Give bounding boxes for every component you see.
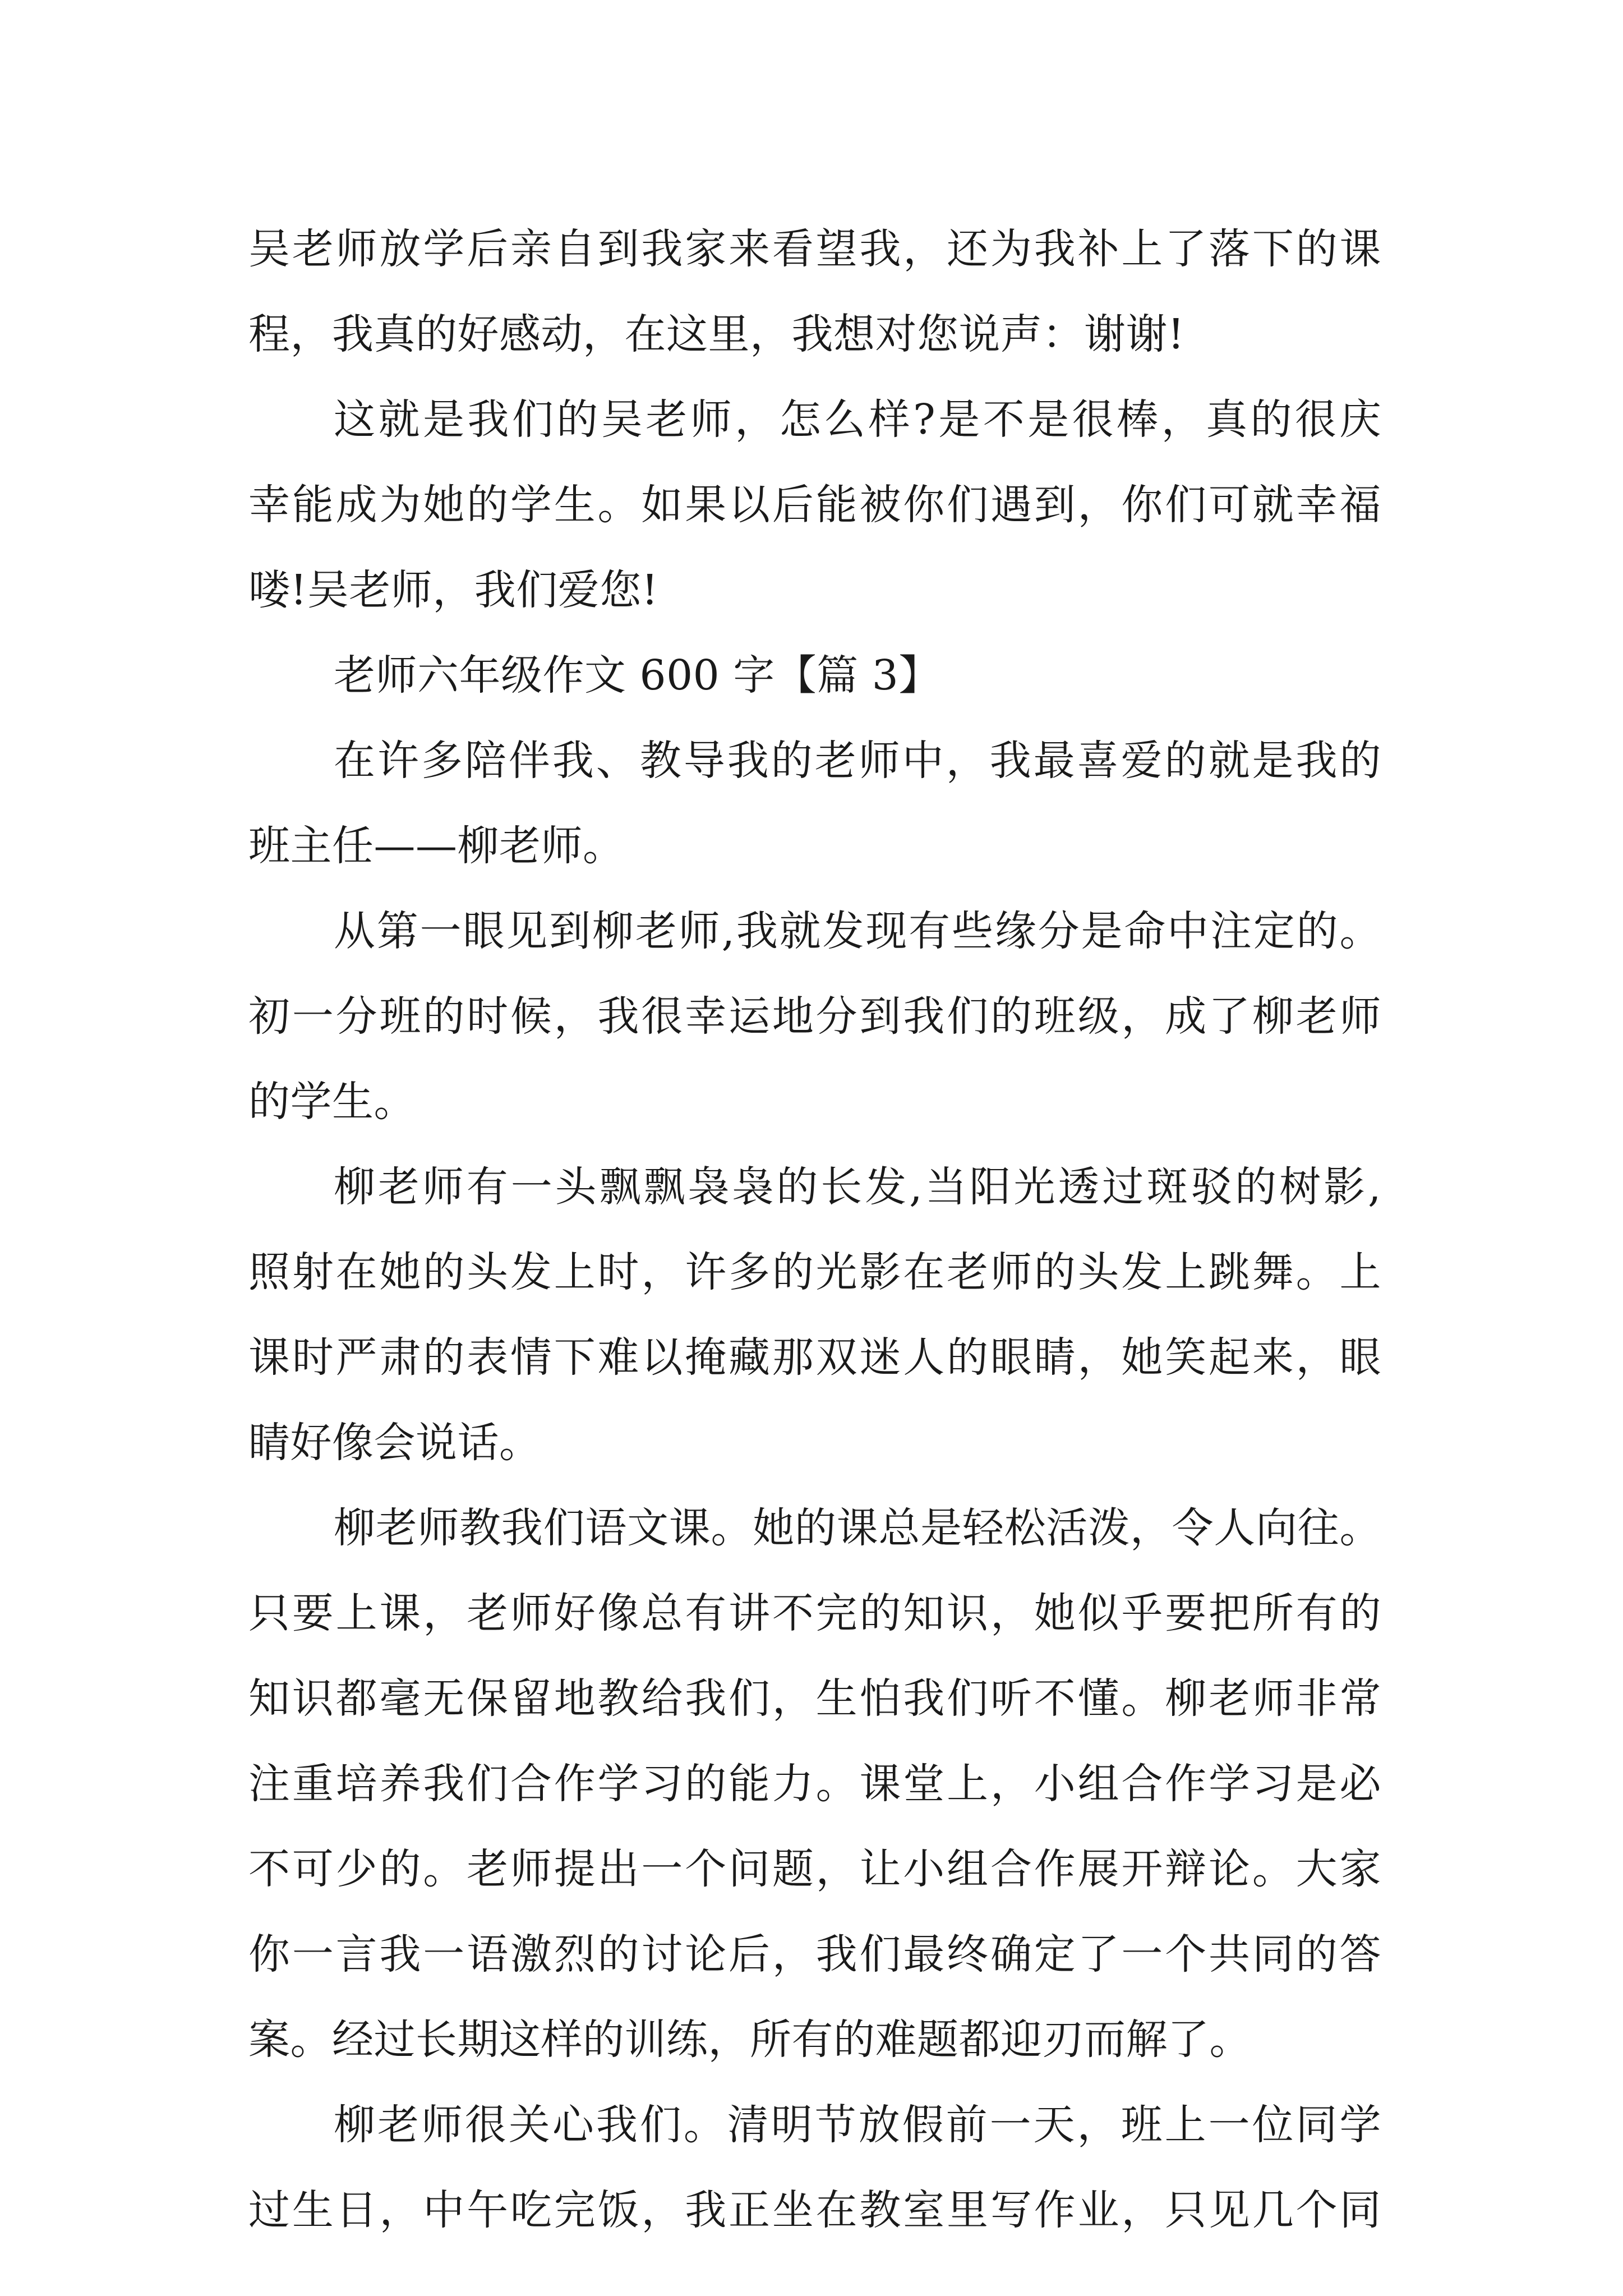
text-line: 初一分班的时候，我很幸运地分到我们的班级，成了柳老师 (248, 992, 1381, 1041)
text-line: 你一言我一语激烈的讨论后，我们最终确定了一个共同的答 (248, 1930, 1381, 1978)
text-line: 知识都毫无保留地教给我们，生怕我们听不懂。柳老师非常 (248, 1674, 1381, 1723)
text-line: 课时严肃的表情下难以掩藏那双迷人的眼睛，她笑起来，眼 (248, 1333, 1381, 1382)
text-line: 睛好像会说话。 (248, 1419, 541, 1467)
text-line: 案。经过长期这样的训练，所有的难题都迎刃而解了。 (248, 2016, 1251, 2064)
text-line: 吴老师放学后亲自到我家来看望我，还为我补上了落下的课 (248, 225, 1381, 273)
text-line: 注重培养我们合作学习的能力。课堂上，小组合作学习是必 (248, 1760, 1381, 1808)
text-line: 照射在她的头发上时，许多的光影在老师的头发上跳舞。上 (248, 1248, 1381, 1296)
text-line: 柳老师很关心我们。清明节放假前一天，班上一位同学 (334, 2101, 1381, 2149)
text-line: 柳老师教我们语文课。她的课总是轻松活泼，令人向往。 (334, 1504, 1381, 1552)
text-line: 老师六年级作文 600 字【篇 3】 (334, 651, 940, 700)
text-line: 不可少的。老师提出一个问题，让小组合作展开辩论。大家 (248, 1845, 1381, 1893)
text-line: 的学生。 (248, 1078, 416, 1126)
text-line: 在许多陪伴我、教导我的老师中，我最喜爱的就是我的 (334, 737, 1381, 785)
text-line: 喽!吴老师，我们爱您! (248, 566, 658, 614)
text-line: 这就是我们的吴老师，怎么样?是不是很棒，真的很庆 (334, 395, 1381, 444)
text-line: 幸能成为她的学生。如果以后能被你们遇到，你们可就幸福 (248, 481, 1381, 529)
text-line: 柳老师有一头飘飘袅袅的长发,当阳光透过斑驳的树影, (334, 1163, 1381, 1211)
text-line: 只要上课，老师好像总有讲不完的知识，她似乎要把所有的 (248, 1589, 1381, 1637)
text-line: 过生日，中午吃完饭，我正坐在教室里写作业，只见几个同 (248, 2186, 1381, 2234)
text-line: 程，我真的好感动，在这里，我想对您说声：谢谢! (248, 310, 1185, 358)
text-line: 班主任——柳老师。 (248, 822, 625, 870)
text-line: 从第一眼见到柳老师,我就发现有些缘分是命中注定的。 (334, 907, 1381, 955)
essay-body (248, 206, 1381, 2253)
